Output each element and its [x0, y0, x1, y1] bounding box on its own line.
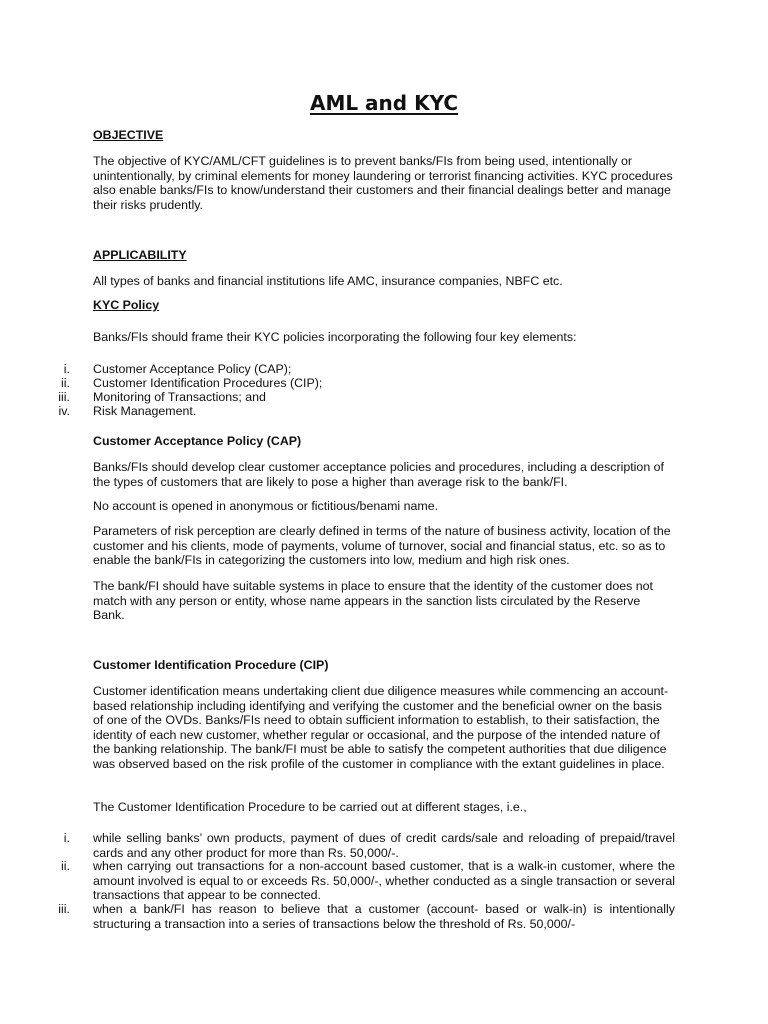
list-item-text: Customer Identification Procedures (CIP); [93, 376, 323, 390]
cap-paragraph: Banks/FIs should develop clear customer acceptance policies and procedures, including a description of the types of customers that are likely to pose a higher than average risk to the bank/FI. [93, 460, 664, 489]
cap-paragraph: No account is opened in anonymous or fictitious/benami name. [93, 499, 439, 513]
applicability-paragraph: All types of banks and financial institutions life AMC, insurance companies, NBFC etc. [93, 274, 563, 288]
list-item-text: while selling banks’ own products, payment of dues of credit cards/sale and reloading of prepaid/travel cards and any other product for more than Rs. 50,000/-. [93, 831, 675, 860]
list-item-number: i. [63, 362, 70, 376]
list-item-text: when carrying out transactions for a non-account based customer, that is a walk-in customer, where the amount involved is equal to or exceeds Rs. 50,000/-, whether conducted as a single transaction or several transactions that appear to be connected. [93, 859, 675, 903]
list-item [0, 376, 768, 391]
cap-heading: Customer Acceptance Policy (CAP) [93, 434, 302, 448]
cip-heading: Customer Identification Procedure (CIP) [93, 658, 329, 672]
list-item-number: i. [63, 831, 70, 845]
list-item-text: Risk Management. [93, 404, 197, 418]
objective-paragraph: The objective of KYC/AML/CFT guidelines is to prevent banks/FIs from being used, intentionally or unintentionally, by criminal elements for money laundering or terrorist financing activities. KYC procedures also enable banks/FIs to know/understand their customers and their financial dealings better and manage their risks prudently. [93, 154, 673, 212]
list-item [0, 390, 768, 405]
cap-paragraph: The bank/FI should have suitable systems in place to ensure that the identity of the customer does not match with any person or entity, whose name appears in the sanction lists circulated by the Reserve Bank. [93, 579, 653, 623]
applicability-heading: APPLICABILITY [93, 248, 187, 262]
list-item-text: Monitoring of Transactions; and [93, 390, 266, 404]
objective-heading: OBJECTIVE [93, 128, 164, 142]
list-item-text: Customer Acceptance Policy (CAP); [93, 362, 292, 376]
list-item [0, 404, 768, 419]
list-item-number: ii. [61, 859, 70, 873]
kyc-policy-heading: KYC Policy [93, 298, 160, 312]
list-item-number: iii. [58, 390, 70, 404]
cap-paragraph: Parameters of risk perception are clearly defined in terms of the nature of business activity, location of the customer and his clients, mode of payments, volume of turnover, social and financial status, etc. so as to enable the bank/FIs in categorizing the customers into low, medium and high risk ones. [93, 524, 671, 568]
list-item-number: ii. [61, 376, 70, 390]
list-item-text: when a bank/FI has reason to believe that a customer (account- based or walk-in) is intentionally structuring a transaction into a series of transactions below the threshold of Rs. 50,000/- [93, 902, 675, 931]
cip-paragraph: The Customer Identification Procedure to be carried out at different stages, i.e., [93, 800, 527, 814]
kyc-policy-intro: Banks/FIs should frame their KYC policies incorporating the following four key elements: [93, 330, 577, 344]
list-item-number: iv. [58, 404, 70, 418]
cip-paragraph: Customer identification means undertaking client due diligence measures while commencing an account-based relationship including identifying and verifying the customer and the beneficial owner on the basis of one of the OVDs. Banks/FIs need to obtain sufficient information to establish, to their satisfaction, the identity of each new customer, whether regular or occasional, and the purpose of the intended nature of the banking relationship. The bank/FI must be able to satisfy the competent authorities that due diligence was observed based on the risk profile of the customer in compliance with the extant guidelines in place. [93, 684, 669, 771]
list-item-number: iii. [58, 902, 70, 916]
list-item [0, 362, 768, 377]
page-title: AML and KYC [309, 91, 459, 115]
